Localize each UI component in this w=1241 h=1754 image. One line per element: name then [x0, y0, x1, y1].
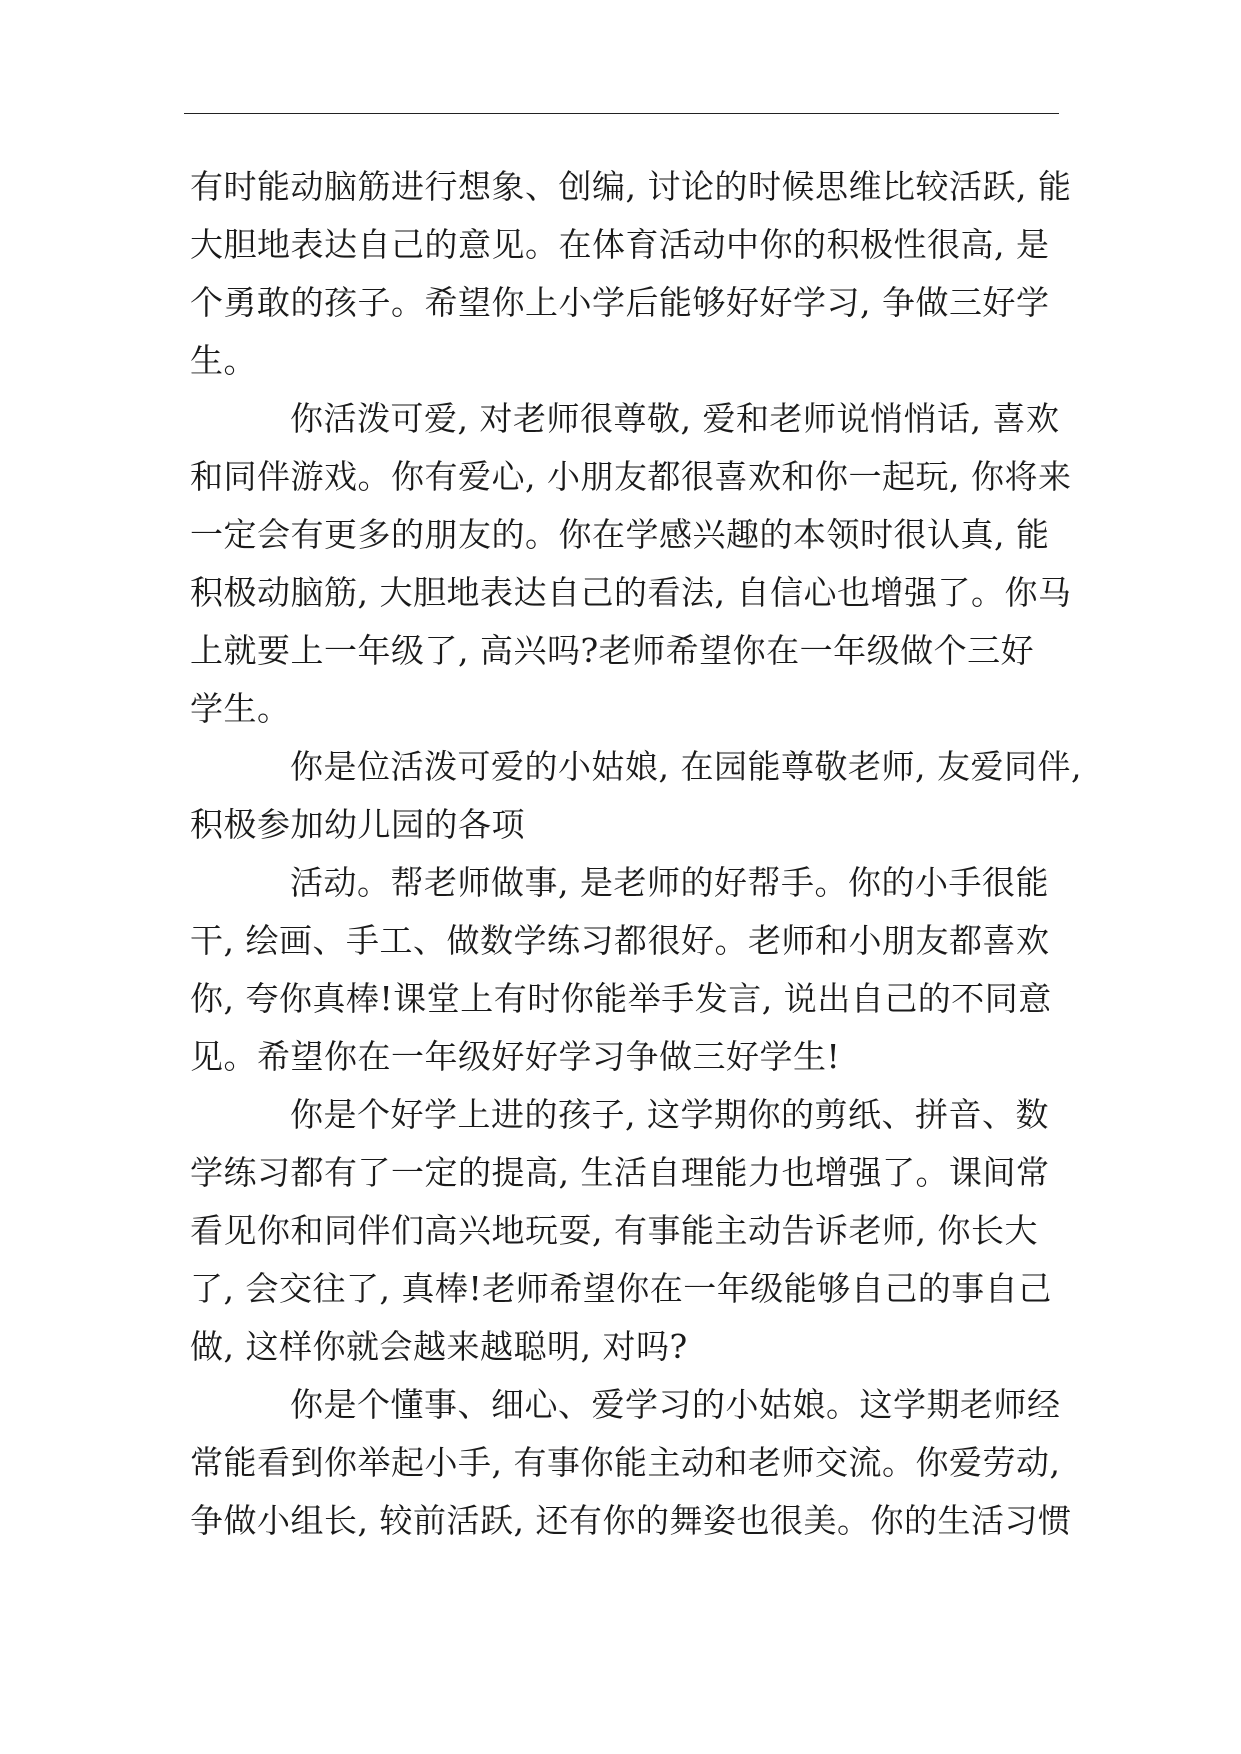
- text-line: 看见你和同伴们高兴地玩耍, 有事能主动告诉老师, 你长大: [190, 1211, 1038, 1250]
- paragraph: [190, 1376, 1072, 1550]
- text-line: 你是个好学上进的孩子, 这学期你的剪纸、拼音、数: [290, 1095, 1049, 1134]
- paragraph: [190, 390, 1072, 738]
- text-line: 一定会有更多的朋友的。你在学感兴趣的本领时很认真, 能: [190, 515, 1050, 554]
- text-line: 你是个懂事、细心、爱学习的小姑娘。这学期老师经: [290, 1385, 1061, 1424]
- paragraph: [190, 854, 1060, 1086]
- text-line: 干, 绘画、手工、做数学练习都很好。老师和小朋友都喜欢: [190, 921, 1050, 960]
- text-line: 活动。帮老师做事, 是老师的好帮手。你的小手很能: [290, 863, 1049, 902]
- text-line: 个勇敢的孩子。希望你上小学后能够好好学习, 争做三好学: [190, 283, 1050, 322]
- paragraph: [190, 158, 1072, 390]
- text-line: 有时能动脑筋进行想象、创编, 讨论的时候思维比较活跃, 能: [190, 167, 1072, 206]
- text-line: 上就要上一年级了, 高兴吗?老师希望你在一年级做个三好: [190, 631, 1035, 670]
- text-line: 你活泼可爱, 对老师很尊敬, 爱和老师说悄悄话, 喜欢: [290, 399, 1060, 438]
- text-line: 和同伴游戏。你有爱心, 小朋友都很喜欢和你一起玩, 你将来: [190, 457, 1072, 496]
- text-line: 积极动脑筋, 大胆地表达自己的看法, 自信心也增强了。你马: [190, 573, 1072, 612]
- paragraph: [190, 738, 1082, 854]
- text-line: 了, 会交往了, 真棒!老师希望你在一年级能够自己的事自己: [190, 1269, 1052, 1308]
- text-line: 积极参加幼儿园的各项: [190, 805, 525, 844]
- text-line: 见。希望你在一年级好好学习争做三好学生!: [190, 1037, 841, 1076]
- header-rule: [184, 113, 1059, 114]
- paragraph: [190, 1086, 1060, 1376]
- text-line: 生。: [190, 341, 257, 380]
- text-line: 争做小组长, 较前活跃, 还有你的舞姿也很美。你的生活习惯: [190, 1501, 1072, 1540]
- text-line: 你是位活泼可爱的小姑娘, 在园能尊敬老师, 友爱同伴,: [290, 747, 1082, 786]
- text-line: 学练习都有了一定的提高, 生活自理能力也增强了。课间常: [190, 1153, 1050, 1192]
- text-line: 学生。: [190, 689, 291, 728]
- text-line: 做, 这样你就会越来越聪明, 对吗?: [190, 1327, 688, 1366]
- text-line: 常能看到你举起小手, 有事你能主动和老师交流。你爱劳动,: [190, 1443, 1061, 1482]
- document-body: [190, 158, 1082, 1550]
- text-line: 你, 夸你真棒!课堂上有时你能举手发言, 说出自己的不同意: [190, 979, 1052, 1018]
- text-line: 大胆地表达自己的意见。在体育活动中你的积极性很高, 是: [190, 225, 1050, 264]
